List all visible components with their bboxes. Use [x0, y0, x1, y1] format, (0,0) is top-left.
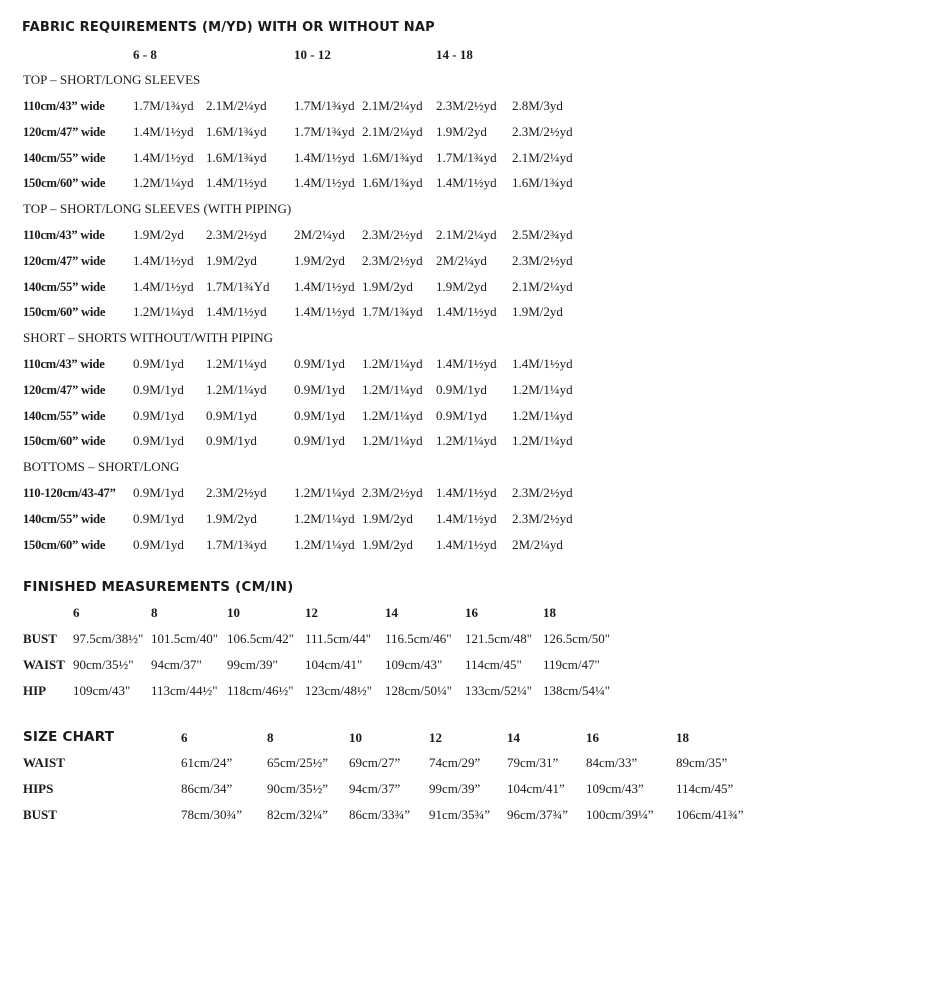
fabric-cell: 2.3M/2½yd [512, 124, 573, 139]
fabric-cell: 1.2M/1¼yd [436, 433, 497, 448]
fabric-cell: 1.9M/2yd [206, 511, 257, 526]
fabric-cell: 1.9M/2yd [206, 253, 257, 268]
fabric-cell: 1.9M/2yd [362, 511, 413, 526]
finished-cell: 111.5cm/44" [305, 631, 372, 646]
fabric-cell: 2.8M/3yd [512, 98, 563, 113]
fabric-cell: 0.9M/1yd [133, 433, 184, 448]
fabric-cell: 1.4M/1½yd [294, 279, 355, 294]
fabric-cell: 1.7M/1¾yd [133, 98, 194, 113]
size-chart-cell: 84cm/33” [586, 755, 638, 770]
fabric-row-label: 110cm/43” wide [23, 99, 105, 113]
fabric-row-label: 110cm/43” wide [23, 228, 105, 242]
fabric-row-label: 150cm/60” wide [23, 434, 106, 448]
finished-cell: 113cm/44½" [151, 683, 218, 698]
fabric-cell: 1.2M/1¼yd [512, 433, 573, 448]
fabric-cell: 1.4M/1½yd [436, 537, 497, 552]
size-chart-cell: 74cm/29” [429, 755, 481, 770]
fabric-cell: 1.4M/1½yd [436, 175, 497, 190]
fabric-cell: 1.4M/1½yd [133, 150, 194, 165]
size-chart-cell: 99cm/39” [429, 781, 481, 796]
fabric-cell: 2.3M/2½yd [512, 485, 573, 500]
fabric-cell: 1.4M/1½yd [133, 124, 194, 139]
fabric-cell: 1.2M/1¼yd [206, 356, 267, 371]
size-chart-cell: 89cm/35” [676, 755, 728, 770]
fabric-cell: 1.7M/1¾yd [362, 304, 423, 319]
fabric-row-label: 120cm/47” wide [23, 125, 106, 139]
size-chart-cell: 86cm/33¾” [349, 807, 411, 822]
fabric-cell: 2.3M/2½yd [206, 485, 267, 500]
fabric-cell: 1.4M/1½yd [512, 356, 573, 371]
fabric-cell: 1.9M/2yd [362, 537, 413, 552]
fabric-cell: 1.4M/1½yd [206, 175, 267, 190]
fabric-cell: 1.6M/1¾yd [362, 150, 423, 165]
fabric-cell: 2.3M/2½yd [436, 98, 497, 113]
finished-row-label: HIP [23, 683, 47, 698]
size-chart-cell: 69cm/27” [349, 755, 401, 770]
fabric-cell: 2.1M/2¼yd [512, 279, 573, 294]
size-chart-cell: 104cm/41” [507, 781, 565, 796]
fabric-cell: 1.2M/1¼yd [512, 408, 573, 423]
fabric-cell: 1.2M/1¼yd [362, 382, 423, 397]
fabric-row-label: 150cm/60” wide [23, 305, 106, 319]
finished-cell: 121.5cm/48" [465, 631, 533, 646]
size-chart-cell: 86cm/34” [181, 781, 233, 796]
fabric-cell: 2.1M/2¼yd [362, 124, 423, 139]
fabric-cell: 1.4M/1½yd [206, 304, 267, 319]
finished-size-header: 16 [465, 605, 478, 620]
fabric-cell: 1.4M/1½yd [294, 304, 355, 319]
fabric-cell: 1.2M/1¼yd [362, 433, 423, 448]
fabric-cell: 1.4M/1½yd [436, 485, 497, 500]
fabric-cell: 2.3M/2½yd [362, 227, 423, 242]
finished-cell: 133cm/52¼" [465, 683, 533, 698]
finished-cell: 126.5cm/50" [543, 631, 611, 646]
fabric-cell: 1.4M/1½yd [436, 304, 497, 319]
fabric-cell: 0.9M/1yd [133, 408, 184, 423]
size-chart-cell: 94cm/37” [349, 781, 401, 796]
fabric-cell: 1.7M/1¾Yd [206, 279, 270, 294]
size-chart-size-header: 16 [586, 730, 599, 745]
fabric-cell: 2M/2¼yd [436, 253, 487, 268]
size-chart-row-label: BUST [23, 807, 57, 822]
size-chart-cell: 79cm/31” [507, 755, 559, 770]
fabric-cell: 1.9M/2yd [512, 304, 563, 319]
fabric-cell: 1.2M/1¼yd [294, 485, 355, 500]
fabric-cell: 2.1M/2¼yd [512, 150, 573, 165]
fabric-cell: 0.9M/1yd [133, 537, 184, 552]
fabric-cell: 1.4M/1½yd [436, 356, 497, 371]
fabric-cell: 0.9M/1yd [294, 433, 345, 448]
size-chart-size-header: 6 [181, 730, 188, 745]
fabric-row-label: 110-120cm/43-47” [23, 486, 116, 500]
fabric-cell: 1.9M/2yd [436, 279, 487, 294]
finished-cell: 101.5cm/40" [151, 631, 219, 646]
fabric-cell: 2M/2¼yd [512, 537, 563, 552]
finished-cell: 119cm/47" [543, 657, 600, 672]
finished-cell: 123cm/48½" [305, 683, 373, 698]
finished-size-header: 6 [73, 605, 80, 620]
fabric-cell: 1.4M/1½yd [133, 279, 194, 294]
finished-row-label: WAIST [23, 657, 65, 672]
finished-size-header: 18 [543, 605, 556, 620]
fabric-cell: 1.9M/2yd [294, 253, 345, 268]
fabric-cell: 1.7M/1¾yd [206, 537, 267, 552]
finished-size-header: 10 [227, 605, 240, 620]
fabric-row-label: 140cm/55” wide [23, 151, 106, 165]
finished-cell: 118cm/46½" [227, 683, 294, 698]
fabric-cell: 0.9M/1yd [133, 356, 184, 371]
fabric-cell: 0.9M/1yd [436, 408, 487, 423]
fabric-cell: 0.9M/1yd [294, 356, 345, 371]
fabric-size-group-header: 6 - 8 [133, 47, 157, 62]
fabric-cell: 0.9M/1yd [436, 382, 487, 397]
fabric-cell: 1.4M/1½yd [133, 253, 194, 268]
fabric-size-group-header: 14 - 18 [436, 47, 473, 62]
size-chart-row-label: HIPS [23, 781, 54, 796]
size-chart-cell: 91cm/35¾” [429, 807, 491, 822]
fabric-cell: 1.6M/1¾yd [512, 175, 573, 190]
fabric-cell: 0.9M/1yd [206, 433, 257, 448]
size-chart-cell: 61cm/24” [181, 755, 233, 770]
fabric-cell: 0.9M/1yd [133, 485, 184, 500]
fabric-cell: 2.5M/2¾yd [512, 227, 573, 242]
fabric-section-title: BOTTOMS – SHORT/LONG [23, 459, 180, 474]
fabric-cell: 1.2M/1¼yd [294, 537, 355, 552]
fabric-cell: 1.2M/1¼yd [133, 175, 194, 190]
fabric-row-label: 140cm/55” wide [23, 512, 106, 526]
size-chart-row-label: WAIST [23, 755, 65, 770]
finished-cell: 109cm/43" [385, 657, 443, 672]
size-chart-size-header: 10 [349, 730, 362, 745]
fabric-cell: 0.9M/1yd [133, 511, 184, 526]
fabric-cell: 0.9M/1yd [294, 382, 345, 397]
fabric-cell: 1.2M/1¼yd [512, 382, 573, 397]
finished-row-label: BUST [23, 631, 57, 646]
fabric-section-title: TOP – SHORT/LONG SLEEVES (WITH PIPING) [23, 201, 292, 216]
fabric-cell: 1.4M/1½yd [294, 150, 355, 165]
fabric-row-label: 110cm/43” wide [23, 357, 105, 371]
size-chart-cell: 96cm/37¾” [507, 807, 569, 822]
fabric-cell: 1.6M/1¾yd [206, 124, 267, 139]
fabric-cell: 1.6M/1¾yd [206, 150, 267, 165]
fabric-cell: 1.4M/1½yd [436, 511, 497, 526]
fabric-cell: 1.2M/1¼yd [362, 408, 423, 423]
finished-size-header: 12 [305, 605, 318, 620]
fabric-cell: 1.6M/1¾yd [362, 175, 423, 190]
fabric-section-title: SHORT – SHORTS WITHOUT/WITH PIPING [23, 330, 274, 345]
fabric-cell: 1.2M/1¼yd [133, 304, 194, 319]
fabric-cell: 2.3M/2½yd [362, 253, 423, 268]
fabric-cell: 2.1M/2¼yd [206, 98, 267, 113]
finished-cell: 94cm/37" [151, 657, 202, 672]
size-chart-size-header: 14 [507, 730, 520, 745]
fabric-cell: 1.9M/2yd [362, 279, 413, 294]
fabric-size-group-header: 10 - 12 [294, 47, 331, 62]
fabric-cell: 2.3M/2½yd [512, 511, 573, 526]
fabric-cell: 1.7M/1¾yd [294, 98, 355, 113]
fabric-cell: 1.9M/2yd [436, 124, 487, 139]
finished-cell: 138cm/54¼" [543, 683, 611, 698]
fabric-row-label: 150cm/60” wide [23, 538, 106, 552]
size-chart-cell: 65cm/25½” [267, 755, 329, 770]
size-chart-cell: 100cm/39¼” [586, 807, 654, 822]
size-chart-cell: 106cm/41¾” [676, 807, 744, 822]
finished-cell: 97.5cm/38½" [73, 631, 144, 646]
fabric-cell: 0.9M/1yd [133, 382, 184, 397]
size-chart-cell: 90cm/35½” [267, 781, 329, 796]
finished-cell: 116.5cm/46" [385, 631, 452, 646]
finished-cell: 90cm/35½" [73, 657, 134, 672]
size-chart-cell: 114cm/45” [676, 781, 734, 796]
fabric-cell: 1.9M/2yd [133, 227, 184, 242]
fabric-cell: 1.2M/1¼yd [206, 382, 267, 397]
finished-cell: 114cm/45" [465, 657, 522, 672]
size-chart-cell: 109cm/43” [586, 781, 644, 796]
fabric-cell: 2.3M/2½yd [512, 253, 573, 268]
finished-title: FINISHED MEASUREMENTS (CM/IN) [23, 579, 294, 595]
fabric-cell: 0.9M/1yd [206, 408, 257, 423]
fabric-row-label: 120cm/47” wide [23, 254, 106, 268]
finished-cell: 99cm/39" [227, 657, 278, 672]
finished-cell: 109cm/43" [73, 683, 131, 698]
fabric-cell: 2.1M/2¼yd [436, 227, 497, 242]
fabric-cell: 1.7M/1¾yd [294, 124, 355, 139]
fabric-row-label: 120cm/47” wide [23, 383, 106, 397]
finished-cell: 106.5cm/42" [227, 631, 295, 646]
finished-size-header: 14 [385, 605, 398, 620]
size-chart-title: SIZE CHART [23, 729, 115, 745]
finished-cell: 128cm/50¼" [385, 683, 453, 698]
fabric-cell: 1.2M/1¼yd [362, 356, 423, 371]
fabric-title: FABRIC REQUIREMENTS (M/YD) WITH OR WITHOUT NAP [22, 20, 435, 35]
size-chart-size-header: 18 [676, 730, 689, 745]
fabric-row-label: 140cm/55” wide [23, 280, 106, 294]
fabric-cell: 1.4M/1½yd [294, 175, 355, 190]
fabric-section-title: TOP – SHORT/LONG SLEEVES [23, 72, 201, 87]
finished-cell: 104cm/41" [305, 657, 363, 672]
fabric-cell: 2.3M/2½yd [206, 227, 267, 242]
fabric-cell: 2.3M/2½yd [362, 485, 423, 500]
size-chart-size-header: 12 [429, 730, 442, 745]
fabric-row-label: 150cm/60” wide [23, 176, 106, 190]
fabric-cell: 1.7M/1¾yd [436, 150, 497, 165]
size-chart-cell: 82cm/32¼” [267, 807, 329, 822]
size-chart-cell: 78cm/30¾” [181, 807, 243, 822]
fabric-cell: 2M/2¼yd [294, 227, 345, 242]
fabric-cell: 0.9M/1yd [294, 408, 345, 423]
finished-size-header: 8 [151, 605, 158, 620]
fabric-cell: 2.1M/2¼yd [362, 98, 423, 113]
fabric-cell: 1.2M/1¼yd [294, 511, 355, 526]
fabric-row-label: 140cm/55” wide [23, 409, 106, 423]
size-chart-size-header: 8 [267, 730, 274, 745]
